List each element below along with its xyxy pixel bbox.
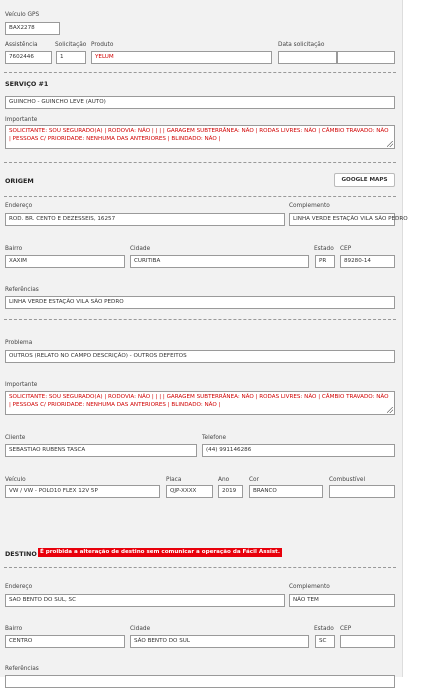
problem-label: Problema	[5, 340, 33, 346]
service-important-textarea[interactable]	[5, 125, 395, 149]
service-important-text: SOLICITANTE: SOU SEGURADO(A) | RODOVIA: NÃO | | | | GARAGEM SUBTERRÂNEA: NÃO | RODAS LIVRES: NÃO | CÂMBIO TRAVADO: NÃO | PESSOAS C/ PRIORIDADE: NENHUMA DAS ANTERIORES | BLINDADO: NÃO |	[9, 128, 389, 142]
origin-neighborhood-label: Bairro	[5, 246, 23, 252]
plate-input[interactable]: QJP-XXXX	[166, 485, 213, 498]
origin-state-label: Estado	[314, 246, 334, 252]
origin-city-input[interactable]: CURITIBA	[130, 255, 309, 268]
dest-cep-input[interactable]	[340, 635, 395, 648]
fuel-label: Combustível	[329, 477, 366, 483]
vehicle-gps-input[interactable]: BAX2278	[5, 22, 60, 35]
origin-state-input[interactable]: PR	[315, 255, 335, 268]
client-input[interactable]: SEBASTIAO RUBENS TASCA	[5, 444, 197, 457]
origin-complement-input[interactable]: LINHA VERDE ESTAÇÃO VILA SÃO PEDRO	[289, 213, 395, 226]
problem-important-text: SOLICITANTE: SOU SEGURADO(A) | RODOVIA: NÃO | | | | GARAGEM SUBTERRÂNEA: NÃO | RODAS LIVRES: NÃO | CÂMBIO TRAVADO: NÃO | PESSOAS C/ PRIORIDADE: NENHUMA DAS ANTERIORES | BLINDADO: NÃO |	[9, 394, 389, 408]
origin-complement-label: Complemento	[289, 203, 330, 209]
origin-neighborhood-input[interactable]: XAXIM	[5, 255, 125, 268]
color-input[interactable]: BRANCO	[249, 485, 323, 498]
phone-label: Telefone	[202, 435, 227, 441]
car-model-input[interactable]: VW / VW - POLO10 FLEX 12V 5P	[5, 485, 160, 498]
product-label: Produto	[91, 42, 114, 48]
origin-city-label: Cidade	[130, 246, 151, 252]
dest-reference-input[interactable]	[5, 675, 395, 688]
date-input[interactable]	[278, 51, 337, 64]
destination-warning-badge: É proibida a alteração de destino sem comunicar a operação da Fácil Assist.	[40, 549, 280, 555]
problem-important-textarea[interactable]	[5, 391, 395, 415]
divider	[4, 72, 396, 73]
origin-cep-label: CEP	[340, 246, 352, 252]
time-input[interactable]	[337, 51, 395, 64]
client-label: Cliente	[5, 435, 26, 441]
dest-address-input[interactable]: SAO BENTO DO SUL, SC	[5, 594, 285, 607]
google-maps-button[interactable]: GOOGLE MAPS	[334, 173, 395, 187]
plate-label: Placa	[166, 477, 182, 483]
product-input[interactable]: YELUM	[91, 51, 272, 64]
service-title: SERVIÇO #1	[5, 80, 49, 88]
color-label: Cor	[249, 477, 259, 483]
origin-cep-input[interactable]: 89280-14	[340, 255, 395, 268]
dest-city-input[interactable]: SÃO BENTO DO SUL	[130, 635, 309, 648]
dest-state-label: Estado	[314, 626, 334, 632]
solicitation-label: Solicitação	[55, 42, 87, 48]
dest-reference-label: Referências	[5, 666, 39, 672]
phone-input[interactable]: (44) 991146286	[202, 444, 395, 457]
problem-important-label: Importante	[5, 382, 38, 388]
dest-city-label: Cidade	[130, 626, 151, 632]
divider	[4, 319, 396, 320]
divider	[4, 162, 396, 163]
divider	[4, 196, 396, 197]
dest-cep-label: CEP	[340, 626, 352, 632]
year-input[interactable]: 2019	[218, 485, 243, 498]
destination-title: DESTINO	[5, 550, 37, 558]
car-model-label: Veículo	[5, 477, 26, 483]
resize-grip-icon[interactable]	[387, 141, 393, 147]
date-label: Data solicitação	[278, 42, 325, 48]
dest-neighborhood-input[interactable]: CENTRO	[5, 635, 125, 648]
dest-complement-label: Complemento	[289, 584, 330, 590]
origin-title: ORIGEM	[5, 177, 34, 185]
year-label: Ano	[218, 477, 230, 483]
origin-address-input[interactable]: ROD. BR. CENTO E DEZESSEIS, 16257	[5, 213, 285, 226]
divider	[4, 567, 396, 568]
service-important-label: Importante	[5, 117, 38, 123]
assist-label: Assistência	[5, 42, 38, 48]
origin-address-label: Endereço	[5, 203, 33, 209]
dest-complement-input[interactable]: NÃO TEM	[289, 594, 395, 607]
origin-reference-input[interactable]: LINHA VERDE ESTAÇÃO VILA SÃO PEDRO	[5, 296, 395, 309]
dest-neighborhood-label: Bairro	[5, 626, 23, 632]
origin-reference-label: Referências	[5, 287, 39, 293]
dest-state-input[interactable]: SC	[315, 635, 335, 648]
assist-input[interactable]: 7602446	[5, 51, 52, 64]
resize-grip-icon[interactable]	[387, 407, 393, 413]
fuel-input[interactable]	[329, 485, 395, 498]
problem-input[interactable]: OUTROS (RELATO NO CAMPO DESCRIÇÃO) - OUTROS DEFEITOS	[5, 350, 395, 363]
vehicle-gps-label: Veículo GPS	[5, 12, 40, 18]
dest-address-label: Endereço	[5, 584, 33, 590]
service-type-input[interactable]: GUINCHO - GUINCHO LEVE (AUTO)	[5, 96, 395, 109]
solicitation-input[interactable]: 1	[56, 51, 86, 64]
